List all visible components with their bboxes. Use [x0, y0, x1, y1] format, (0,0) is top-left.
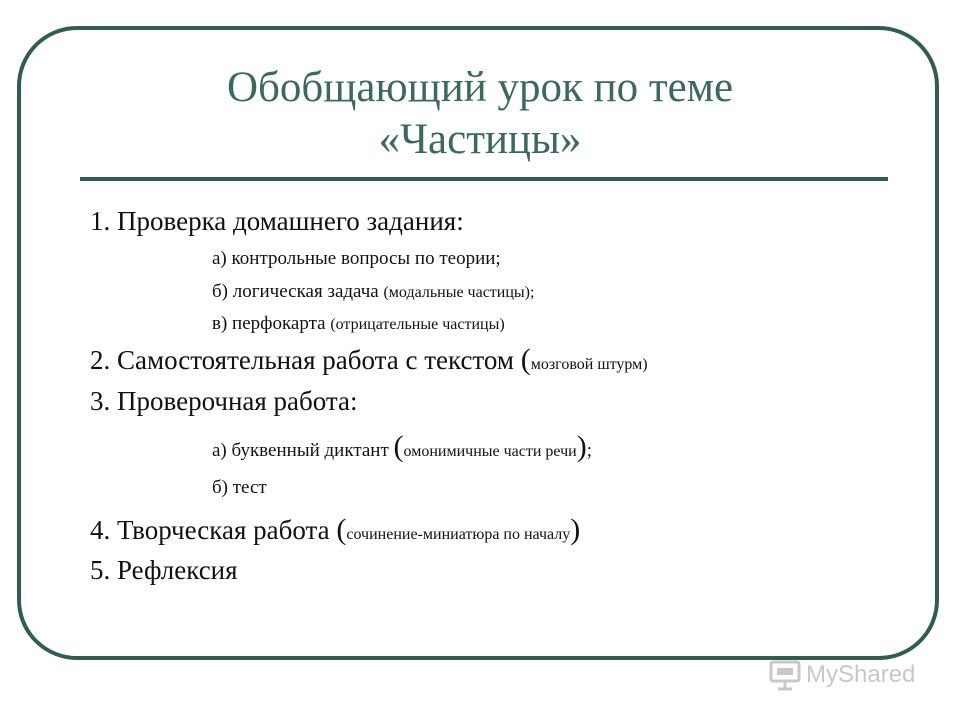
sub-item-1a	[212, 248, 501, 270]
list-item-2-text: 2. Самостоятельная работа с текстом	[90, 345, 521, 375]
list-item-5	[90, 555, 238, 586]
list-item-5-text: 5. Рефлексия	[90, 555, 238, 585]
sub-item-1c-detail: (отрицательные частицы)	[330, 316, 505, 333]
sub-item-3a	[212, 430, 592, 464]
presentation-board-icon	[768, 659, 802, 691]
list-item-2	[90, 343, 648, 377]
list-item-4-detail: сочинение-миниатюра по началу	[346, 526, 571, 543]
sub-item-3a-paren-open: (	[393, 430, 404, 463]
watermark-text: MyShared	[806, 661, 916, 688]
sub-item-1a-text: а) контрольные вопросы по теории	[212, 248, 496, 269]
sub-item-1b-detail: (модальные частицы);	[383, 284, 535, 301]
sub-item-1c-text: в) перфокарта	[212, 313, 331, 334]
sub-item-3a-end: ;	[586, 440, 593, 461]
sub-item-3a-detail: омонимичные части речи	[403, 443, 577, 460]
list-item-1-text: 1. Проверка домашнего задания:	[90, 206, 464, 236]
title-line-1: Обобщающий урок по теме	[226, 64, 734, 111]
sub-item-1b-text: б) логическая задача	[212, 281, 384, 302]
sub-item-3b-text: б) тест	[212, 477, 267, 498]
list-item-4	[90, 513, 580, 547]
list-item-2-detail: мозговой штурм)	[530, 356, 648, 373]
sub-item-3b	[212, 477, 267, 499]
sub-item-1a-end: ;	[495, 248, 501, 269]
sub-item-3a-text: а) буквенный диктант	[212, 440, 394, 461]
sub-item-3a-paren-close: )	[576, 430, 587, 463]
list-item-4-paren-open: (	[336, 513, 347, 546]
list-item-2-paren-open: (	[520, 343, 531, 376]
list-item-3-text: 3. Проверочная работа:	[90, 386, 358, 416]
list-item-4-text: 4. Творческая работа	[90, 515, 337, 545]
list-item-1	[90, 206, 464, 237]
title-divider	[80, 177, 888, 181]
sub-item-1b	[212, 281, 534, 303]
sub-item-1c	[212, 313, 505, 335]
list-item-4-paren-close: )	[570, 513, 581, 546]
slide-title	[0, 62, 960, 166]
title-line-2: «Частицы»	[378, 116, 582, 163]
watermark	[768, 657, 915, 693]
list-item-3	[90, 386, 358, 417]
